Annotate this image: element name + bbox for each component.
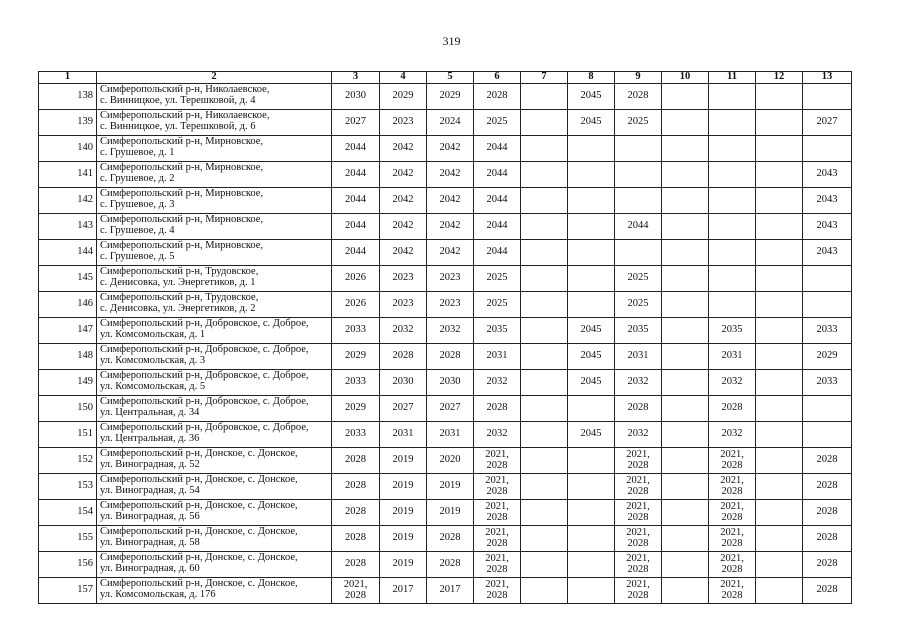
year-cell-10 xyxy=(662,526,709,552)
year-cell-7 xyxy=(521,474,568,500)
year-cell-3: 2028 xyxy=(332,500,380,526)
year-cell-13 xyxy=(803,136,852,162)
year-cell-3: 2027 xyxy=(332,110,380,136)
table-row xyxy=(39,162,852,188)
year-cell-4: 2019 xyxy=(380,526,427,552)
year-cell-5: 2017 xyxy=(427,578,474,604)
year-cell-12 xyxy=(756,370,803,396)
year-cell-11 xyxy=(709,84,756,110)
year-cell-12 xyxy=(756,448,803,474)
year-cell-5: 2027 xyxy=(427,396,474,422)
table-row xyxy=(39,422,852,448)
row-number-cell: 151 xyxy=(39,422,97,448)
year-cell-5: 2031 xyxy=(427,422,474,448)
year-cell-11: 2021, 2028 xyxy=(709,526,756,552)
year-cell-4: 2023 xyxy=(380,292,427,318)
row-number-cell: 139 xyxy=(39,110,97,136)
year-cell-7 xyxy=(521,344,568,370)
year-cell-4: 2019 xyxy=(380,448,427,474)
year-cell-10 xyxy=(662,292,709,318)
row-number-cell: 152 xyxy=(39,448,97,474)
address-cell: Симферопольский р-н, Добровское, с. Доброе, ул. Комсомольская, д. 1 xyxy=(97,318,332,344)
year-cell-9 xyxy=(615,162,662,188)
year-cell-8 xyxy=(568,214,615,240)
year-cell-6: 2035 xyxy=(474,318,521,344)
year-cell-10 xyxy=(662,370,709,396)
year-cell-5: 2042 xyxy=(427,188,474,214)
address-cell: Симферопольский р-н, Добровское, с. Доброе, ул. Комсомольская, д. 5 xyxy=(97,370,332,396)
year-cell-3: 2021, 2028 xyxy=(332,578,380,604)
year-cell-3: 2026 xyxy=(332,292,380,318)
table-body xyxy=(39,84,852,604)
year-cell-3: 2033 xyxy=(332,370,380,396)
year-cell-5: 2023 xyxy=(427,266,474,292)
year-cell-3: 2026 xyxy=(332,266,380,292)
year-cell-11: 2021, 2028 xyxy=(709,474,756,500)
year-cell-7 xyxy=(521,136,568,162)
year-cell-8 xyxy=(568,240,615,266)
year-cell-6: 2044 xyxy=(474,162,521,188)
year-cell-7 xyxy=(521,292,568,318)
year-cell-4: 2042 xyxy=(380,136,427,162)
year-cell-4: 2023 xyxy=(380,110,427,136)
year-cell-10 xyxy=(662,552,709,578)
year-cell-6: 2025 xyxy=(474,110,521,136)
table-row xyxy=(39,188,852,214)
year-cell-7 xyxy=(521,318,568,344)
year-cell-10 xyxy=(662,136,709,162)
year-cell-9: 2021, 2028 xyxy=(615,474,662,500)
year-cell-5: 2042 xyxy=(427,240,474,266)
year-cell-8: 2045 xyxy=(568,318,615,344)
year-cell-13: 2028 xyxy=(803,500,852,526)
year-cell-8: 2045 xyxy=(568,84,615,110)
year-cell-4: 2023 xyxy=(380,266,427,292)
year-cell-8 xyxy=(568,292,615,318)
year-cell-9: 2025 xyxy=(615,110,662,136)
year-cell-5: 2028 xyxy=(427,344,474,370)
year-cell-6: 2025 xyxy=(474,266,521,292)
row-number-cell: 140 xyxy=(39,136,97,162)
table-row xyxy=(39,292,852,318)
year-cell-6: 2025 xyxy=(474,292,521,318)
year-cell-9: 2032 xyxy=(615,422,662,448)
year-cell-4: 2042 xyxy=(380,214,427,240)
year-cell-5: 2023 xyxy=(427,292,474,318)
year-cell-11 xyxy=(709,188,756,214)
year-cell-9: 2044 xyxy=(615,214,662,240)
year-cell-9: 2032 xyxy=(615,370,662,396)
address-cell: Симферопольский р-н, Добровское, с. Доброе, ул. Центральная, д. 34 xyxy=(97,396,332,422)
row-number-cell: 149 xyxy=(39,370,97,396)
year-cell-3: 2044 xyxy=(332,162,380,188)
year-cell-3: 2028 xyxy=(332,552,380,578)
year-cell-12 xyxy=(756,266,803,292)
year-cell-5: 2028 xyxy=(427,552,474,578)
col-header-4: 4 xyxy=(380,72,427,84)
year-cell-13 xyxy=(803,396,852,422)
year-cell-11: 2021, 2028 xyxy=(709,500,756,526)
year-cell-7 xyxy=(521,526,568,552)
year-cell-4: 2030 xyxy=(380,370,427,396)
year-cell-4: 2042 xyxy=(380,188,427,214)
year-cell-4: 2042 xyxy=(380,240,427,266)
year-cell-8 xyxy=(568,162,615,188)
row-number-cell: 143 xyxy=(39,214,97,240)
year-cell-6: 2044 xyxy=(474,240,521,266)
year-cell-8 xyxy=(568,448,615,474)
address-cell: Симферопольский р-н, Донское, с. Донское, ул. Виноградная, д. 52 xyxy=(97,448,332,474)
year-cell-8: 2045 xyxy=(568,370,615,396)
year-cell-11 xyxy=(709,214,756,240)
year-cell-11 xyxy=(709,136,756,162)
year-cell-8: 2045 xyxy=(568,110,615,136)
year-cell-11: 2021, 2028 xyxy=(709,448,756,474)
col-header-8: 8 xyxy=(568,72,615,84)
year-cell-10 xyxy=(662,214,709,240)
year-cell-4: 2019 xyxy=(380,474,427,500)
year-cell-10 xyxy=(662,500,709,526)
table-row xyxy=(39,396,852,422)
row-number-cell: 141 xyxy=(39,162,97,188)
year-cell-3: 2028 xyxy=(332,448,380,474)
header-row xyxy=(39,72,852,84)
year-cell-8: 2045 xyxy=(568,344,615,370)
year-cell-10 xyxy=(662,344,709,370)
year-cell-10 xyxy=(662,422,709,448)
year-cell-3: 2033 xyxy=(332,318,380,344)
year-cell-12 xyxy=(756,474,803,500)
year-cell-5: 2029 xyxy=(427,84,474,110)
year-cell-6: 2021, 2028 xyxy=(474,500,521,526)
year-cell-8 xyxy=(568,474,615,500)
table-row xyxy=(39,318,852,344)
table-row xyxy=(39,370,852,396)
address-cell: Симферопольский р-н, Трудовское, с. Денисовка, ул. Энергетиков, д. 2 xyxy=(97,292,332,318)
year-cell-6: 2044 xyxy=(474,136,521,162)
year-cell-11 xyxy=(709,266,756,292)
row-number-cell: 148 xyxy=(39,344,97,370)
year-cell-11 xyxy=(709,162,756,188)
year-cell-10 xyxy=(662,578,709,604)
year-cell-13: 2029 xyxy=(803,344,852,370)
year-cell-11: 2032 xyxy=(709,422,756,448)
address-cell: Симферопольский р-н, Мирновское, с. Грушевое, д. 3 xyxy=(97,188,332,214)
year-cell-7 xyxy=(521,266,568,292)
year-cell-7 xyxy=(521,448,568,474)
year-cell-4: 2017 xyxy=(380,578,427,604)
year-cell-8 xyxy=(568,552,615,578)
year-cell-9: 2035 xyxy=(615,318,662,344)
year-cell-12 xyxy=(756,578,803,604)
year-cell-7 xyxy=(521,370,568,396)
year-cell-7 xyxy=(521,552,568,578)
year-cell-8 xyxy=(568,396,615,422)
year-cell-10 xyxy=(662,266,709,292)
year-cell-11: 2035 xyxy=(709,318,756,344)
year-cell-13: 2028 xyxy=(803,526,852,552)
row-number-cell: 147 xyxy=(39,318,97,344)
table-row xyxy=(39,214,852,240)
address-cell: Симферопольский р-н, Добровское, с. Доброе, ул. Комсомольская, д. 3 xyxy=(97,344,332,370)
year-cell-9: 2021, 2028 xyxy=(615,500,662,526)
year-cell-13 xyxy=(803,84,852,110)
year-cell-9 xyxy=(615,136,662,162)
year-cell-12 xyxy=(756,552,803,578)
year-cell-4: 2019 xyxy=(380,500,427,526)
table-row xyxy=(39,578,852,604)
col-header-12: 12 xyxy=(756,72,803,84)
year-cell-11 xyxy=(709,110,756,136)
year-cell-8 xyxy=(568,500,615,526)
year-cell-11 xyxy=(709,292,756,318)
year-cell-3: 2028 xyxy=(332,526,380,552)
year-cell-12 xyxy=(756,84,803,110)
year-cell-11: 2021, 2028 xyxy=(709,552,756,578)
year-cell-13: 2027 xyxy=(803,110,852,136)
year-cell-5: 2032 xyxy=(427,318,474,344)
year-cell-9: 2025 xyxy=(615,266,662,292)
year-cell-13: 2033 xyxy=(803,370,852,396)
table-row xyxy=(39,552,852,578)
address-cell: Симферопольский р-н, Николаевское, с. Винницкое, ул. Терешковой, д. 6 xyxy=(97,110,332,136)
year-cell-12 xyxy=(756,188,803,214)
page-number: 319 xyxy=(442,34,461,48)
year-cell-8 xyxy=(568,188,615,214)
year-cell-7 xyxy=(521,188,568,214)
year-cell-12 xyxy=(756,318,803,344)
year-cell-9: 2028 xyxy=(615,396,662,422)
year-cell-7 xyxy=(521,214,568,240)
year-cell-5: 2024 xyxy=(427,110,474,136)
year-cell-13: 2028 xyxy=(803,448,852,474)
year-cell-5: 2042 xyxy=(427,136,474,162)
year-cell-13 xyxy=(803,266,852,292)
year-cell-9 xyxy=(615,188,662,214)
year-cell-5: 2019 xyxy=(427,474,474,500)
table-row xyxy=(39,84,852,110)
year-cell-11: 2031 xyxy=(709,344,756,370)
year-cell-6: 2032 xyxy=(474,370,521,396)
year-cell-3: 2029 xyxy=(332,396,380,422)
year-cell-4: 2027 xyxy=(380,396,427,422)
year-cell-4: 2042 xyxy=(380,162,427,188)
year-cell-10 xyxy=(662,162,709,188)
year-cell-13: 2028 xyxy=(803,578,852,604)
row-number-cell: 138 xyxy=(39,84,97,110)
row-number-cell: 155 xyxy=(39,526,97,552)
year-cell-12 xyxy=(756,526,803,552)
year-cell-5: 2020 xyxy=(427,448,474,474)
table-row xyxy=(39,240,852,266)
year-cell-3: 2029 xyxy=(332,344,380,370)
address-cell: Симферопольский р-н, Трудовское, с. Денисовка, ул. Энергетиков, д. 1 xyxy=(97,266,332,292)
year-cell-12 xyxy=(756,214,803,240)
year-cell-3: 2044 xyxy=(332,240,380,266)
year-cell-3: 2028 xyxy=(332,474,380,500)
year-cell-13 xyxy=(803,292,852,318)
year-cell-5: 2019 xyxy=(427,500,474,526)
year-cell-7 xyxy=(521,578,568,604)
year-cell-8 xyxy=(568,526,615,552)
year-cell-3: 2033 xyxy=(332,422,380,448)
year-cell-12 xyxy=(756,136,803,162)
col-header-7: 7 xyxy=(521,72,568,84)
year-cell-13: 2028 xyxy=(803,474,852,500)
year-cell-8 xyxy=(568,578,615,604)
year-cell-11: 2032 xyxy=(709,370,756,396)
year-cell-3: 2044 xyxy=(332,214,380,240)
year-cell-5: 2030 xyxy=(427,370,474,396)
year-cell-7 xyxy=(521,240,568,266)
year-cell-12 xyxy=(756,500,803,526)
row-number-cell: 154 xyxy=(39,500,97,526)
year-cell-9: 2025 xyxy=(615,292,662,318)
year-cell-13 xyxy=(803,422,852,448)
row-number-cell: 153 xyxy=(39,474,97,500)
year-cell-6: 2021, 2028 xyxy=(474,448,521,474)
year-cell-8 xyxy=(568,266,615,292)
col-header-13: 13 xyxy=(803,72,852,84)
schedule-table xyxy=(38,71,852,604)
year-cell-12 xyxy=(756,396,803,422)
year-cell-7 xyxy=(521,162,568,188)
year-cell-7 xyxy=(521,500,568,526)
year-cell-6: 2044 xyxy=(474,214,521,240)
year-cell-9: 2021, 2028 xyxy=(615,448,662,474)
year-cell-13: 2043 xyxy=(803,188,852,214)
year-cell-10 xyxy=(662,240,709,266)
year-cell-7 xyxy=(521,84,568,110)
table-row xyxy=(39,448,852,474)
year-cell-3: 2044 xyxy=(332,188,380,214)
year-cell-7 xyxy=(521,396,568,422)
year-cell-11: 2021, 2028 xyxy=(709,578,756,604)
year-cell-4: 2029 xyxy=(380,84,427,110)
year-cell-10 xyxy=(662,84,709,110)
year-cell-6: 2021, 2028 xyxy=(474,578,521,604)
year-cell-7 xyxy=(521,422,568,448)
year-cell-13: 2043 xyxy=(803,162,852,188)
year-cell-13: 2028 xyxy=(803,552,852,578)
year-cell-6: 2028 xyxy=(474,84,521,110)
address-cell: Симферопольский р-н, Донское, с. Донское, ул. Виноградная, д. 56 xyxy=(97,500,332,526)
address-cell: Симферопольский р-н, Добровское, с. Доброе, ул. Центральная, д. 36 xyxy=(97,422,332,448)
year-cell-6: 2032 xyxy=(474,422,521,448)
year-cell-8: 2045 xyxy=(568,422,615,448)
year-cell-4: 2028 xyxy=(380,344,427,370)
year-cell-3: 2044 xyxy=(332,136,380,162)
table-row xyxy=(39,526,852,552)
year-cell-12 xyxy=(756,344,803,370)
year-cell-12 xyxy=(756,110,803,136)
address-cell: Симферопольский р-н, Донское, с. Донское, ул. Комсомольская, д. 176 xyxy=(97,578,332,604)
year-cell-13: 2033 xyxy=(803,318,852,344)
year-cell-10 xyxy=(662,474,709,500)
year-cell-5: 2042 xyxy=(427,162,474,188)
year-cell-13: 2043 xyxy=(803,240,852,266)
year-cell-10 xyxy=(662,448,709,474)
table-row xyxy=(39,474,852,500)
row-number-cell: 150 xyxy=(39,396,97,422)
table-row xyxy=(39,500,852,526)
col-header-11: 11 xyxy=(709,72,756,84)
address-cell: Симферопольский р-н, Мирновское, с. Грушевое, д. 5 xyxy=(97,240,332,266)
year-cell-3: 2030 xyxy=(332,84,380,110)
year-cell-5: 2042 xyxy=(427,214,474,240)
year-cell-9: 2028 xyxy=(615,84,662,110)
table-row xyxy=(39,110,852,136)
row-number-cell: 144 xyxy=(39,240,97,266)
year-cell-12 xyxy=(756,162,803,188)
address-cell: Симферопольский р-н, Мирновское, с. Грушевое, д. 4 xyxy=(97,214,332,240)
year-cell-12 xyxy=(756,292,803,318)
year-cell-6: 2028 xyxy=(474,396,521,422)
year-cell-12 xyxy=(756,240,803,266)
table-row xyxy=(39,344,852,370)
year-cell-6: 2021, 2028 xyxy=(474,526,521,552)
year-cell-4: 2032 xyxy=(380,318,427,344)
row-number-cell: 145 xyxy=(39,266,97,292)
row-number-cell: 146 xyxy=(39,292,97,318)
table-row xyxy=(39,266,852,292)
year-cell-6: 2021, 2028 xyxy=(474,552,521,578)
year-cell-8 xyxy=(568,136,615,162)
address-cell: Симферопольский р-н, Донское, с. Донское, ул. Виноградная, д. 60 xyxy=(97,552,332,578)
row-number-cell: 156 xyxy=(39,552,97,578)
year-cell-5: 2028 xyxy=(427,526,474,552)
address-cell: Симферопольский р-н, Донское, с. Донское, ул. Виноградная, д. 54 xyxy=(97,474,332,500)
year-cell-11: 2028 xyxy=(709,396,756,422)
year-cell-6: 2021, 2028 xyxy=(474,474,521,500)
year-cell-10 xyxy=(662,396,709,422)
col-header-6: 6 xyxy=(474,72,521,84)
year-cell-9 xyxy=(615,240,662,266)
address-cell: Симферопольский р-н, Мирновское, с. Грушевое, д. 1 xyxy=(97,136,332,162)
year-cell-9: 2021, 2028 xyxy=(615,552,662,578)
year-cell-4: 2019 xyxy=(380,552,427,578)
year-cell-9: 2031 xyxy=(615,344,662,370)
year-cell-10 xyxy=(662,110,709,136)
row-number-cell: 157 xyxy=(39,578,97,604)
year-cell-10 xyxy=(662,318,709,344)
col-header-9: 9 xyxy=(615,72,662,84)
address-cell: Симферопольский р-н, Николаевское, с. Винницкое, ул. Терешковой, д. 4 xyxy=(97,84,332,110)
address-cell: Симферопольский р-н, Мирновское, с. Грушевое, д. 2 xyxy=(97,162,332,188)
year-cell-9: 2021, 2028 xyxy=(615,578,662,604)
col-header-2: 2 xyxy=(97,72,332,84)
year-cell-6: 2044 xyxy=(474,188,521,214)
col-header-1: 1 xyxy=(39,72,97,84)
year-cell-12 xyxy=(756,422,803,448)
col-header-10: 10 xyxy=(662,72,709,84)
row-number-cell: 142 xyxy=(39,188,97,214)
year-cell-9: 2021, 2028 xyxy=(615,526,662,552)
year-cell-10 xyxy=(662,188,709,214)
year-cell-13: 2043 xyxy=(803,214,852,240)
year-cell-6: 2031 xyxy=(474,344,521,370)
year-cell-11 xyxy=(709,240,756,266)
table-row xyxy=(39,136,852,162)
address-cell: Симферопольский р-н, Донское, с. Донское, ул. Виноградная, д. 58 xyxy=(97,526,332,552)
year-cell-7 xyxy=(521,110,568,136)
col-header-5: 5 xyxy=(427,72,474,84)
col-header-3: 3 xyxy=(332,72,380,84)
year-cell-4: 2031 xyxy=(380,422,427,448)
